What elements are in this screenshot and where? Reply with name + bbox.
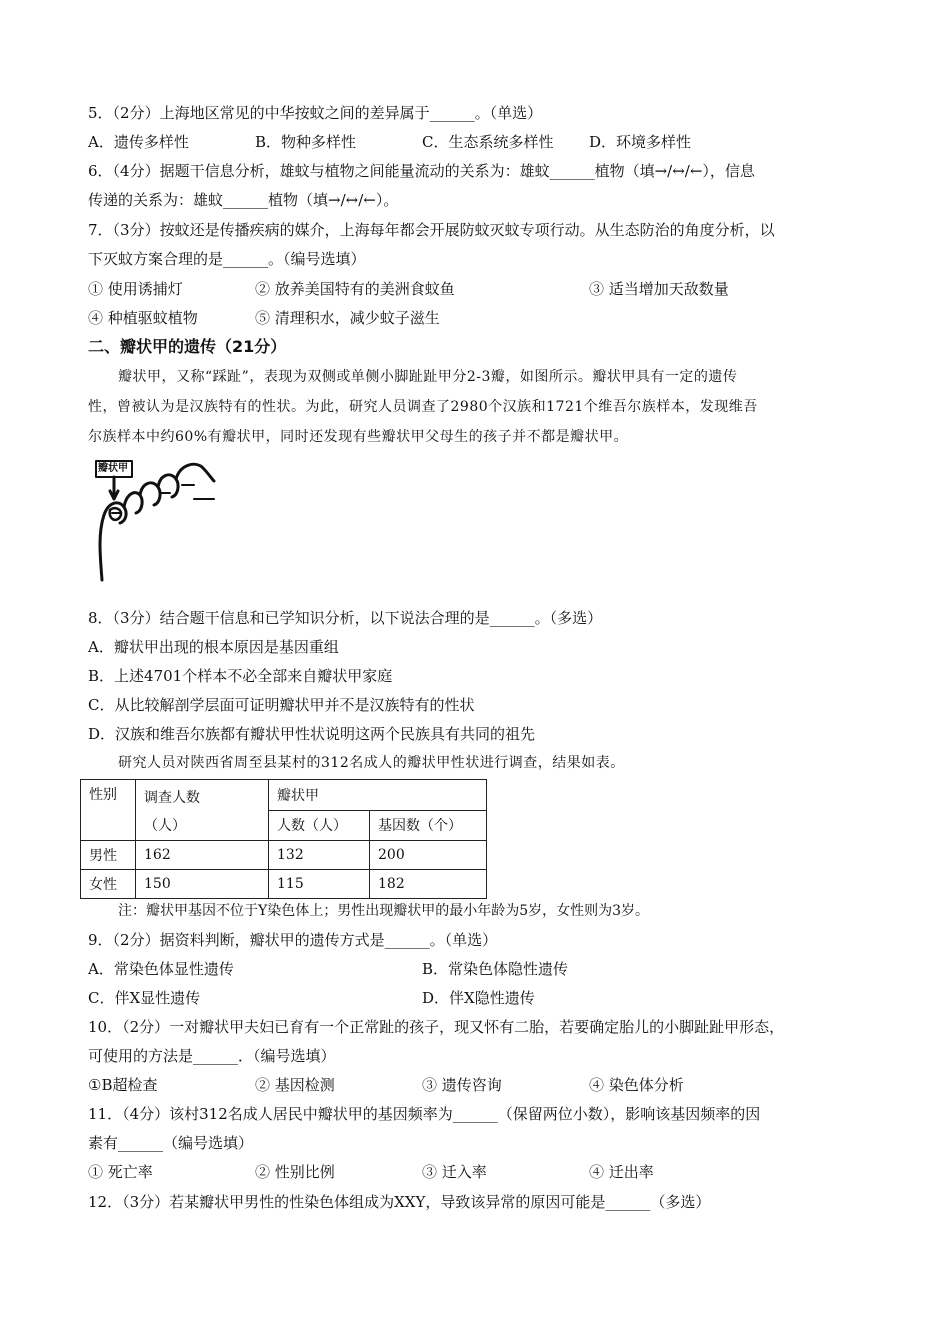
cell-sex: 男性 bbox=[81, 841, 136, 870]
header-genes: 基因数（个） bbox=[370, 810, 487, 841]
q10-option-3: ③ 遗传咨询 bbox=[422, 1076, 502, 1094]
q11-option-1: ① 死亡率 bbox=[88, 1163, 153, 1181]
cell-genes: 182 bbox=[370, 870, 487, 899]
q10-option-1: ①B超检查 bbox=[88, 1076, 158, 1094]
q10-line2: 可使用的方法是______．（编号选填） bbox=[88, 1047, 336, 1065]
q9-option-d: D．伴X隐性遗传 bbox=[422, 989, 535, 1007]
table-row bbox=[81, 841, 487, 870]
cell-count: 115 bbox=[269, 870, 370, 899]
q11-option-3: ③ 迁入率 bbox=[422, 1163, 487, 1181]
section-title: 二、瓣状甲的遗传（21分） bbox=[88, 337, 287, 356]
cell-sex: 女性 bbox=[81, 870, 136, 899]
q8-stem: 8．（3分）结合题干信息和已学知识分析，以下说法合理的是______。（多选） bbox=[88, 609, 603, 627]
section-paragraph-line1: 瓣状甲，又称“踩趾”，表现为双侧或单侧小脚趾趾甲分2-3瓣，如图所示。瓣状甲具有一定的遗传 bbox=[118, 369, 738, 385]
header-sex: 性别 bbox=[81, 780, 136, 841]
q7-option-1: ① 使用诱捕灯 bbox=[88, 280, 183, 298]
q7-option-5: ⑤ 清理积水，减少蚊子滋生 bbox=[255, 309, 440, 327]
header-surveyed bbox=[136, 780, 269, 841]
header-surveyed-label: 调查人数 bbox=[144, 790, 200, 806]
q10-option-4: ④ 染色体分析 bbox=[589, 1076, 684, 1094]
q7-option-2: ② 放养美国特有的美洲食蚊鱼 bbox=[255, 280, 455, 298]
cell-surveyed: 162 bbox=[136, 841, 269, 870]
q6-line2: 传递的关系为：雄蚊______植物（填→/↔/←）。 bbox=[88, 191, 399, 209]
q9-stem: 9．（2分）据资料判断，瓣状甲的遗传方式是______。（单选） bbox=[88, 931, 498, 949]
split-nail-figure bbox=[90, 455, 225, 585]
q8-option-c: C．从比较解剖学层面可证明瓣状甲并不是汉族特有的性状 bbox=[88, 696, 475, 714]
q5-option-a: A．遗传多样性 bbox=[88, 133, 189, 151]
q10-option-2: ② 基因检测 bbox=[255, 1076, 335, 1094]
table-header-row bbox=[81, 780, 487, 811]
header-trait: 瓣状甲 bbox=[269, 780, 487, 811]
q7-option-4: ④ 种植驱蚊植物 bbox=[88, 309, 198, 327]
q10-line1: 10．（2分）一对瓣状甲夫妇已育有一个正常趾的孩子，现又怀有二胎，若要确定胎儿的小脚趾趾甲形态， bbox=[88, 1018, 785, 1036]
q8-option-d: D．汉族和维吾尔族都有瓣状甲性状说明这两个民族具有共同的祖先 bbox=[88, 725, 536, 743]
q5-option-c: C．生态系统多样性 bbox=[422, 133, 554, 151]
header-count: 人数（人） bbox=[269, 810, 370, 841]
table-note: 注：瓣状甲基因不位于Y染色体上；男性出现瓣状甲的最小年龄为5岁，女性则为3岁。 bbox=[118, 903, 650, 919]
section-paragraph-line3: 尔族样本中约60%有瓣状甲，同时还发现有些瓣状甲父母生的孩子并不都是瓣状甲。 bbox=[88, 429, 629, 445]
q7-line2: 下灭蚊方案合理的是______。（编号选填） bbox=[88, 250, 366, 268]
q8-option-b: B．上述4701个样本不必全部来自瓣状甲家庭 bbox=[88, 667, 393, 685]
q9-option-a: A．常染色体显性遗传 bbox=[88, 960, 234, 978]
q5-stem: 5．（2分）上海地区常见的中华按蚊之间的差异属于______。（单选） bbox=[88, 104, 543, 122]
section-paragraph-line2: 性，曾被认为是汉族特有的性状。为此，研究人员调查了2980个汉族和1721个维吾尔族样本，发现维吾 bbox=[88, 399, 758, 415]
q5-option-d: D．环境多样性 bbox=[589, 133, 692, 151]
cell-genes: 200 bbox=[370, 841, 487, 870]
q6-line1: 6．（4分）据题干信息分析，雄蚊与植物之间能量流动的关系为：雄蚊______植物（填→/↔/←），信息 bbox=[88, 162, 755, 180]
header-surveyed-unit: （人） bbox=[144, 818, 186, 834]
cell-surveyed: 150 bbox=[136, 870, 269, 899]
q9-option-c: C．伴X显性遗传 bbox=[88, 989, 201, 1007]
q11-option-4: ④ 迁出率 bbox=[589, 1163, 654, 1181]
survey-table bbox=[80, 779, 487, 899]
q11-line2: 素有______（编号选填） bbox=[88, 1134, 254, 1152]
q11-line1: 11．（4分）该村312名成人居民中瓣状甲的基因频率为______（保留两位小数），影响该基因频率的因 bbox=[88, 1105, 761, 1123]
q9-option-b: B．常染色体隐性遗传 bbox=[422, 960, 569, 978]
survey-intro: 研究人员对陕西省周至县某村的312名成人的瓣状甲性状进行调查，结果如表。 bbox=[118, 755, 625, 771]
q11-option-2: ② 性别比例 bbox=[255, 1163, 335, 1181]
q5-option-b: B．物种多样性 bbox=[255, 133, 357, 151]
cell-count: 132 bbox=[269, 841, 370, 870]
q12-stem: 12．（3分）若某瓣状甲男性的性染色体组成为XXY，导致该异常的原因可能是______（多选） bbox=[88, 1193, 711, 1211]
q7-option-3: ③ 适当增加天敌数量 bbox=[589, 280, 729, 298]
figure-label: 瓣状甲 bbox=[98, 463, 128, 474]
q7-line1: 7．（3分）按蚊还是传播疾病的媒介，上海每年都会开展防蚊灭蚊专项行动。从生态防治的角度分析，以 bbox=[88, 221, 775, 239]
table-row bbox=[81, 870, 487, 899]
q8-option-a: A．瓣状甲出现的根本原因是基因重组 bbox=[88, 638, 339, 656]
